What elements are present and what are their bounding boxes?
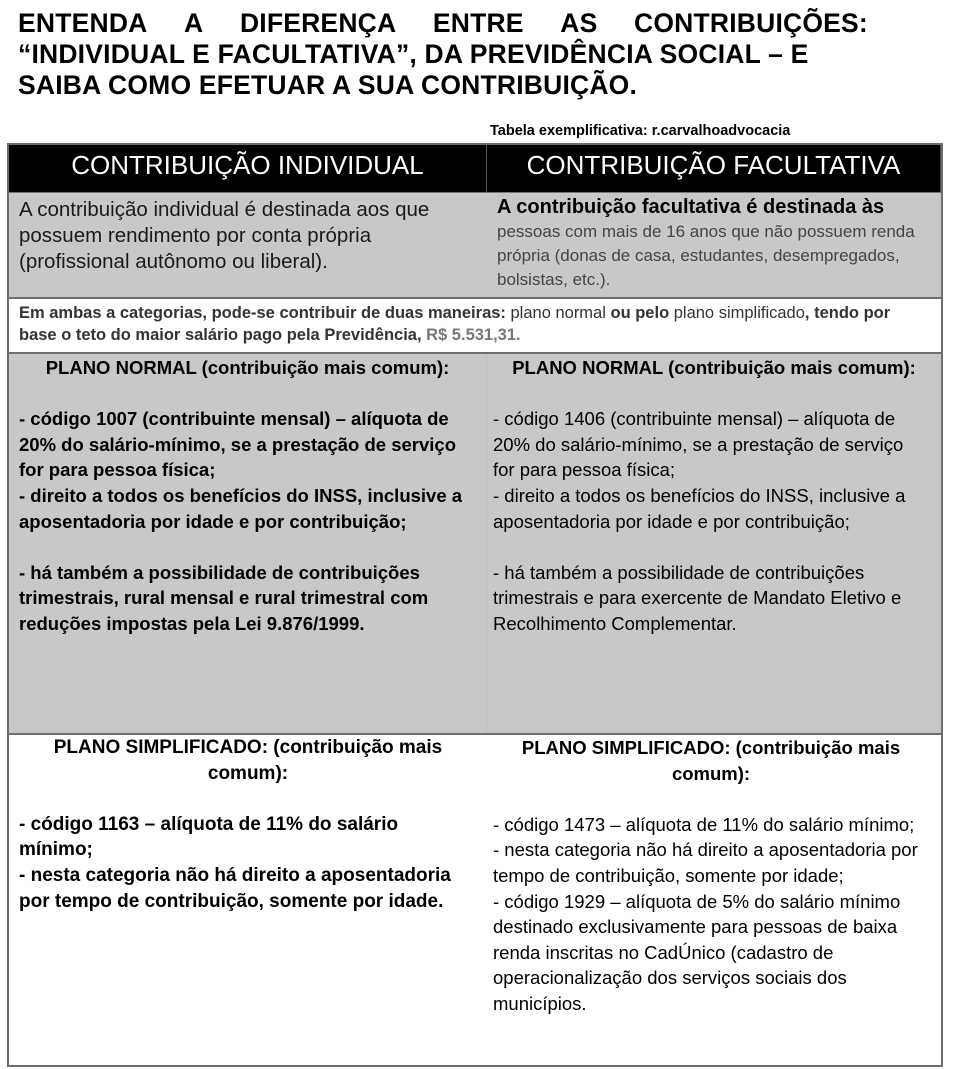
plano-simplificado-individual-title: PLANO SIMPLIFICADO: (contribuição mais comum): (53, 737, 443, 784)
note-row (9, 297, 941, 352)
list-item: - código 1473 – alíquota de 11% do salário mínimo; (493, 813, 915, 835)
list-item: - código 1406 (contribuinte mensal) – alíquota de 20% do salário-mínimo, se a prestação de serviço for para pessoa física; (493, 408, 904, 481)
note-lead: Em ambas a categorias, pode-se contribuir de duas maneiras: (19, 304, 506, 322)
plano-normal-individual-title: PLANO NORMAL (contribuição mais comum): (45, 357, 450, 378)
plano-simplificado-individual (9, 735, 487, 1065)
plano-simplificado-facultativa-title: PLANO SIMPLIFICADO: (contribuição mais comum): (521, 737, 901, 784)
intro-row (9, 192, 941, 297)
plano-normal-row (9, 352, 941, 733)
header-individual: CONTRIBUIÇÃO INDIVIDUAL (9, 145, 487, 192)
comparison-table (7, 143, 943, 1067)
note-plano-normal: plano normal (505, 304, 611, 322)
plano-simplificado-facultativa (487, 735, 941, 1065)
note-plano-simplificado: plano simplificado (669, 304, 805, 322)
title-line-2: “INDIVIDUAL E FACULTATIVA”, DA PREVIDÊNCIA SOCIAL – E (18, 39, 809, 69)
plano-normal-individual (9, 354, 487, 733)
note-amount: R$ 5.531,31. (421, 326, 521, 344)
header-facultativa: CONTRIBUIÇÃO FACULTATIVA (487, 145, 941, 192)
intro-facultativa (487, 193, 941, 297)
plano-normal-facultativa (487, 354, 941, 733)
list-item: - há também a possibilidade de contribuições trimestrais, rural mensal e rural trimestral com reduções impostas pela Lei 9.876/1999. (19, 561, 429, 634)
title-line-1: ENTENDA A DIFERENÇA ENTRE AS CONTRIBUIÇÕES: (18, 8, 868, 38)
table-header-row (9, 145, 941, 192)
plano-simplificado-row (9, 733, 941, 1065)
list-item: - código 1007 (contribuinte mensal) – alíquota de 20% do salário-mínimo, se a prestação de serviço for para pessoa física; (19, 408, 456, 481)
list-item: - direito a todos os benefícios do INSS, inclusive a aposentadoria por idade e por contribuição; (493, 484, 906, 532)
intro-facultativa-lead: A contribuição facultativa é destinada às (497, 196, 885, 218)
list-item: - nesta categoria não há direito a aposentadoria por tempo de contribuição, somente por idade; (493, 839, 918, 886)
list-item: - nesta categoria não há direito a aposentadoria por tempo de contribuição, somente por idade. (19, 864, 451, 912)
list-item: - código 1163 – alíquota de 11% do salário mínimo; (19, 813, 399, 861)
plano-normal-facultativa-title: PLANO NORMAL (contribuição mais comum): (512, 357, 916, 378)
list-item: - há também a possibilidade de contribuições trimestrais e para exercente de Mandato Eletivo e Recolhimento Complementar. (493, 561, 902, 634)
title-line-3: SAIBA COMO EFETUAR A SUA CONTRIBUIÇÃO. (18, 70, 638, 100)
note-ou-pelo: ou pelo (610, 304, 670, 322)
list-item: - direito a todos os benefícios do INSS, inclusive a aposentadoria por idade e por contribuição; (19, 484, 463, 532)
note-teto: , tendo por base o teto do maior salário pago pela Previdência, (19, 304, 891, 344)
intro-individual: A contribuição individual é destinada aos que possuem rendimento por conta própria (profissional autônomo ou liberal). (19, 198, 430, 273)
intro-facultativa-rest: pessoas com mais de 16 anos que não possuem renda própria (donas de casa, estudantes, desempregados, bolsistas, etc.). (497, 222, 915, 289)
table-source-caption: Tabela exemplificativa: r.carvalhoadvocacia (490, 123, 791, 139)
list-item: - código 1929 – alíquota de 5% do salário mínimo destinado exclusivamente para pessoas de baixa renda inscritas no CadÚnico (cadastro de operacionalização dos serviços sociais dos municípios. (493, 890, 901, 1014)
page-title (18, 8, 868, 101)
